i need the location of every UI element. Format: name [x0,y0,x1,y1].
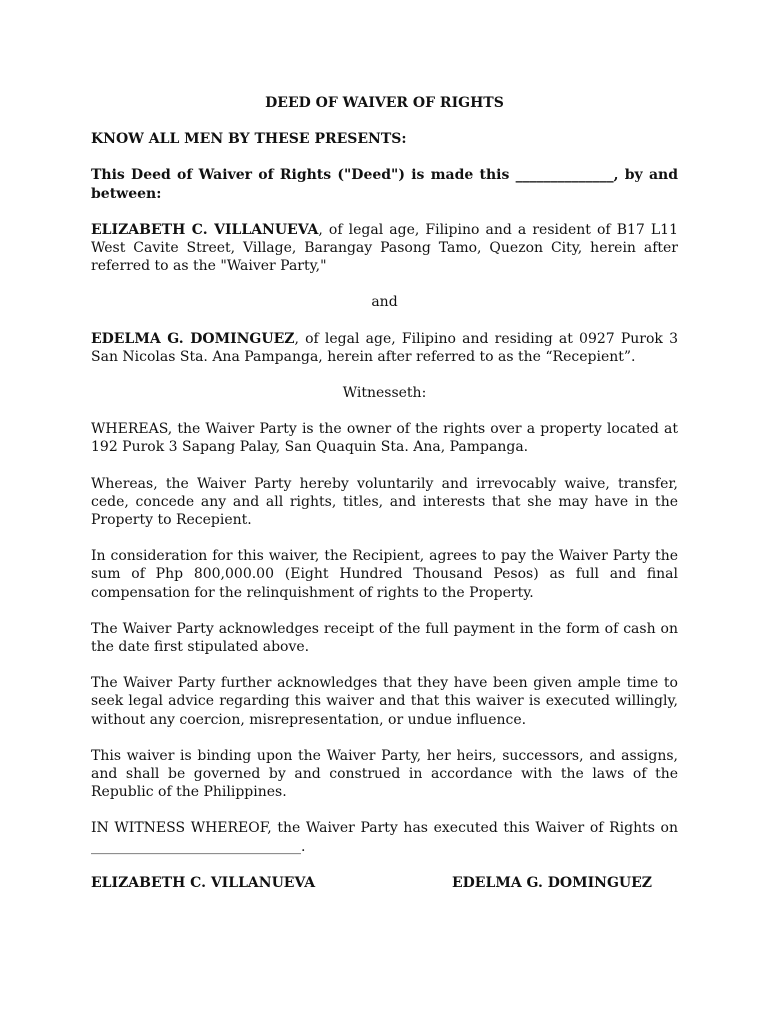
clause-consideration: In consideration for this waiver, the Recipient, agrees to pay the Waiver Party the sum of Php 800,000.00 (Eight Hundred Thousand Pesos) as full and final compensation for the relinquishment of rights to the Property. [91,548,678,601]
clause-whereas-waive: Whereas, the Waiver Party hereby voluntarily and irrevocably waive, transfer, cede, concede any and all rights, titles, and interests that she may have in the Property to Recepient. [91,475,678,529]
witnesseth-label: Witnesseth: [342,385,427,402]
clause-in-witness: IN WITNESS WHEREOF, the Waiver Party has executed this Waiver of Rights on ______________________________. [91,820,678,855]
party1-name: ELIZABETH C. VILLANUEVA [91,221,319,238]
party2-text: , of legal age, Filipino and residing at 0927 Purok 3 San Nicolas Sta. Ana Pampanga, herein after referred to as the “Recepient”. [91,330,678,365]
clause-payment-receipt: The Waiver Party acknowledges receipt of the full payment in the form of cash on the date first stipulated above. [91,620,678,656]
and-label: and [371,294,398,311]
signature-name-waiver-party: ELIZABETH C. VILLANUEVA [91,874,316,891]
signature-row [91,874,678,892]
party2-name: EDELMA G. DOMINGUEZ [91,330,295,347]
signature-name-recipient: EDELMA G. DOMINGUEZ [452,874,652,891]
party2-paragraph [91,330,678,366]
clause-binding: This waiver is binding upon the Waiver Party, her heirs, successors, and assigns, and shall be governed by and construed in accordance with the laws of the Republic of the Philippines. [91,747,678,801]
intro-paragraph: This Deed of Waiver of Rights ("Deed") is made this ______________, by and between: [91,167,678,202]
opening-line: KNOW ALL MEN BY THESE PRESENTS: [91,131,407,148]
party1-text: , of legal age, Filipino and a resident of B17 L11 West Cavite Street, Village, Barangay Pasong Tamo, Quezon City, herein after referred to as the "Waiver Party," [91,221,678,275]
clause-legal-advice: The Waiver Party further acknowledges that they have been given ample time to seek legal advice regarding this waiver and that this waiver is executed willingly, without any coercion, misrepresentation, or undue influence. [91,675,678,728]
document-title: DEED OF WAIVER OF RIGHTS [265,95,504,111]
clause-whereas-owner: WHEREAS, the Waiver Party is the owner of the rights over a property located at 192 Purok 3 Sapang Palay, San Quaquin Sta. Ana, Pampanga. [91,421,678,456]
party1-paragraph [91,221,678,276]
